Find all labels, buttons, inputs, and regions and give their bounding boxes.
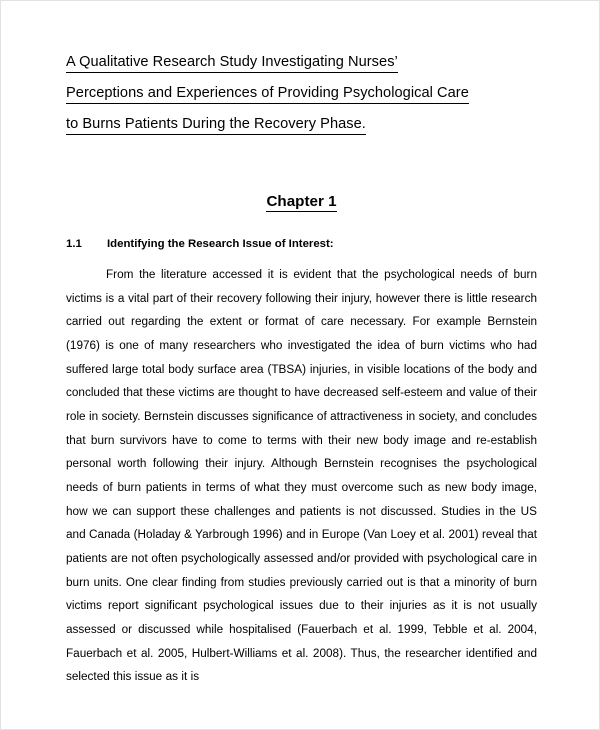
document-title-line-3 bbox=[66, 109, 537, 140]
chapter-heading bbox=[66, 140, 537, 212]
document-title-line-2-text: Perceptions and Experiences of Providing Psychological Care bbox=[66, 85, 469, 104]
section-number: 1.1 bbox=[66, 238, 82, 250]
page-content-area bbox=[66, 1, 537, 689]
body-paragraph: From the literature accessed it is evident that the psychological needs of burn victims is a vital part of their recovery following their injury, however there is little research carried out regarding the extent or format of care necessary. For example Bernstein (1976) is one of many researchers who investigated the idea of burn victims who had suffered large total body surface area (TBSA) injuries, in visible locations of the body and concluded that these victims are thought to have decreased self-esteem and value of their role in society. Bernstein discusses significance of attractiveness in society, and concludes that burn survivors have to come to terms with their new body image and re-establish personal worth following their injury. Although Bernstein recognises the psychological needs of burn patients in terms of what they must overcome such as new body image, how we can support these challenges and patients is not discussed. Studies in the US and Canada (Holaday & Yarbrough 1996) and in Europe (Van Loey et al. 2001) reveal that patients are not often psychologically assessed and/or provided with psychological care in burn units. One clear finding from studies previously carried out is that a minority of burn victims report significant psychological issues due to their injuries as it is not usually assessed or discussed while hospitalised (Fauerbach et al. 1999, Tebble et al. 2004, Fauerbach et al. 2005, Hulbert-Williams et al. 2008). Thus, the researcher identified and selected this issue as it is bbox=[66, 268, 537, 684]
document-title-line-1 bbox=[66, 47, 537, 78]
document-title-line-2 bbox=[66, 78, 537, 109]
section-heading bbox=[66, 212, 537, 252]
document-title bbox=[66, 1, 537, 140]
document-title-line-3-text: to Burns Patients During the Recovery Phase. bbox=[66, 116, 366, 135]
chapter-heading-text: Chapter 1 bbox=[266, 193, 337, 210]
document-title-line-1-text: A Qualitative Research Study Investigating Nurses’ bbox=[66, 54, 398, 73]
section-heading-text: Identifying the Research Issue of Interest: bbox=[107, 238, 334, 250]
